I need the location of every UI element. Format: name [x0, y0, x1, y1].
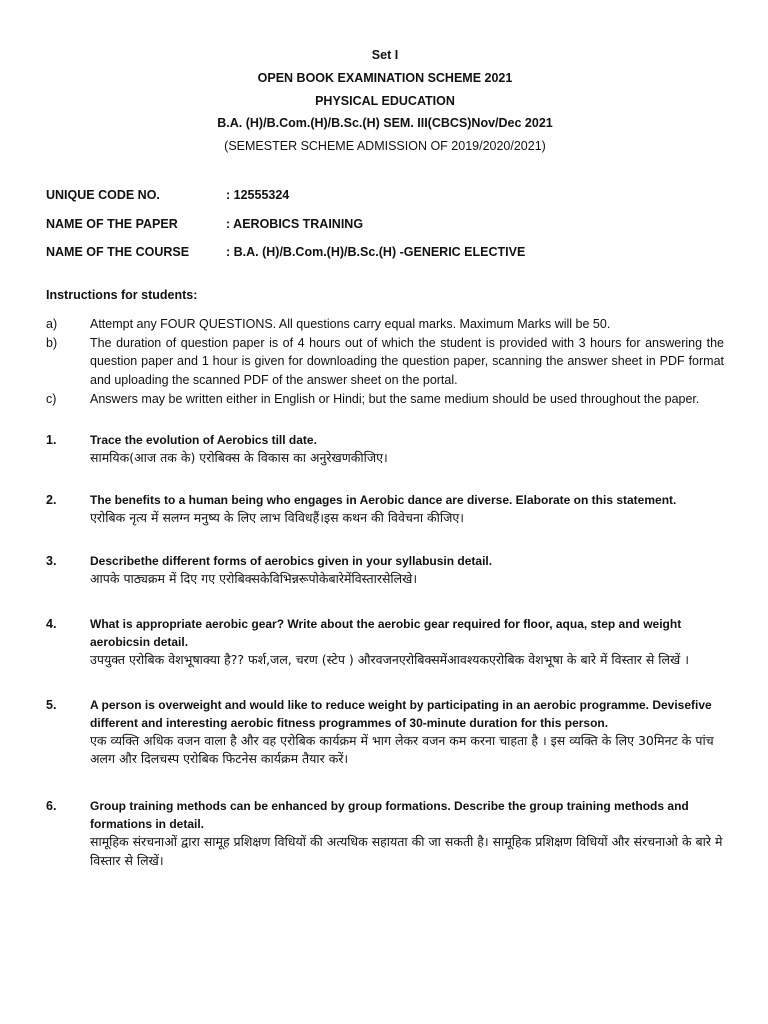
instructions-heading: Instructions for students: — [46, 288, 198, 302]
question-hindi: सामूहिक संरचनाओं द्वारा सामूह प्रशिक्षण विधियों की अत्यधिक सहायता की जा सकती है। सामूहिक प्रशिक्षण विधियों और संरचनाओ के बारे मे विस्तार से लिखें। — [90, 834, 723, 868]
info-row-unique-code — [46, 186, 724, 205]
question-item — [46, 696, 724, 770]
instructions-list — [46, 315, 724, 409]
question-hindi: एक व्यक्ति अधिक वजन वाला है और वह एरोबिक कार्यक्रम में भाग लेकर वजन कम करना चाहता है । इस व्यक्ति के लिए 30मिनट के पांच अलग और दिलचस्प एरोबिक फिटनेस कार्यक्रम तैयार करें। — [90, 732, 714, 767]
question-english: Describethe different forms of aerobics given in your syllabusin detail. — [90, 554, 493, 568]
question-hindi: एरोबिक नृत्य में सलग्न मनुष्य के लिए लाभ विविधहैं।इस कथन की विवेचना कीजिए। — [90, 510, 465, 526]
instruction-item — [46, 315, 724, 334]
question-number: 6. — [46, 799, 57, 813]
question-number: 4. — [46, 616, 57, 631]
instruction-text: Answers may be written either in English or Hindi; but the same medium should be used throughout the paper. — [90, 391, 700, 406]
question-english: Group training methods can be enhanced by group formations. Describe the group training methods and formations in detail. — [90, 799, 689, 831]
instruction-item — [46, 334, 724, 390]
instruction-marker: c) — [46, 391, 57, 406]
question-item — [46, 491, 724, 528]
instruction-marker: a) — [46, 316, 58, 331]
subject-title: PHYSICAL EDUCATION — [315, 93, 455, 108]
instruction-marker: b) — [46, 335, 58, 350]
instruction-text: Attempt any FOUR QUESTIONS. All questions carry equal marks. Maximum Marks will be 50. — [90, 316, 611, 331]
admission-line: (SEMESTER SCHEME ADMISSION OF 2019/2020/2021) — [224, 139, 546, 153]
info-value: : 12555324 — [226, 187, 290, 202]
info-label: NAME OF THE COURSE — [46, 245, 190, 260]
question-english: The benefits to a human being who engages in Aerobic dance are diverse. Elaborate on this statement. — [90, 493, 677, 508]
paper-info — [46, 186, 724, 262]
programme-line: B.A. (H)/B.Com.(H)/B.Sc.(H) SEM. III(CBCS)Nov/Dec 2021 — [217, 116, 553, 131]
question-number: 5. — [46, 697, 57, 712]
paper-header — [46, 46, 724, 156]
info-row-paper-name — [46, 215, 724, 234]
question-english: A person is overweight and would like to reduce weight by participating in an aerobic programme. Devisefive different and interesting aerobic fitness programmes of 30-minute duration for this person. — [90, 697, 712, 730]
question-item — [46, 431, 724, 468]
exam-scheme: OPEN BOOK EXAMINATION SCHEME 2021 — [257, 70, 513, 85]
info-label: NAME OF THE PAPER — [46, 216, 178, 231]
question-number: 3. — [46, 554, 57, 568]
question-hindi: उपयुक्त एरोबिक वेशभूषाक्या है?? फर्श,जल, चरण (स्टेप ) औरवजनएरोबिक्समेंआवश्यकएरोबिक वेशभूषा के बारे में विस्तार से लिखें । — [90, 651, 689, 667]
question-hindi: आपके पाठ्यक्रम में दिए गए एरोबिक्सकेविभिन्नरूपोकेबारेमेंविस्तारसेलिखे। — [90, 571, 418, 586]
question-item — [46, 615, 724, 670]
question-english: What is appropriate aerobic gear? Write about the aerobic gear required for floor, aqua, step and weight aerobicsin detail. — [90, 616, 682, 649]
question-hindi: सामयिक(आज तक के) एरोबिक्स के विकास का अनुरेखणकीजिए। — [90, 449, 388, 465]
instruction-item — [46, 390, 724, 409]
question-item — [46, 797, 724, 871]
info-row-course-name — [46, 243, 724, 262]
question-english: Trace the evolution of Aerobics till date. — [90, 432, 317, 447]
set-label: Set I — [371, 48, 399, 62]
info-value: : B.A. (H)/B.Com.(H)/B.Sc.(H) -GENERIC ELECTIVE — [226, 245, 526, 260]
question-number: 1. — [46, 432, 57, 447]
instruction-text: The duration of question paper is of 4 hours out of which the student is provided with 3 hours for answering the question paper and 1 hour is given for downloading the question paper, scanning the answer sheet in PDF format and uploading the scanned PDF of the answer sheet on the portal. — [90, 335, 724, 387]
question-number: 2. — [46, 493, 57, 508]
question-item — [46, 552, 724, 589]
info-label: UNIQUE CODE NO. — [46, 187, 160, 202]
info-value: : AEROBICS TRAINING — [226, 216, 364, 231]
questions-list — [46, 431, 724, 871]
